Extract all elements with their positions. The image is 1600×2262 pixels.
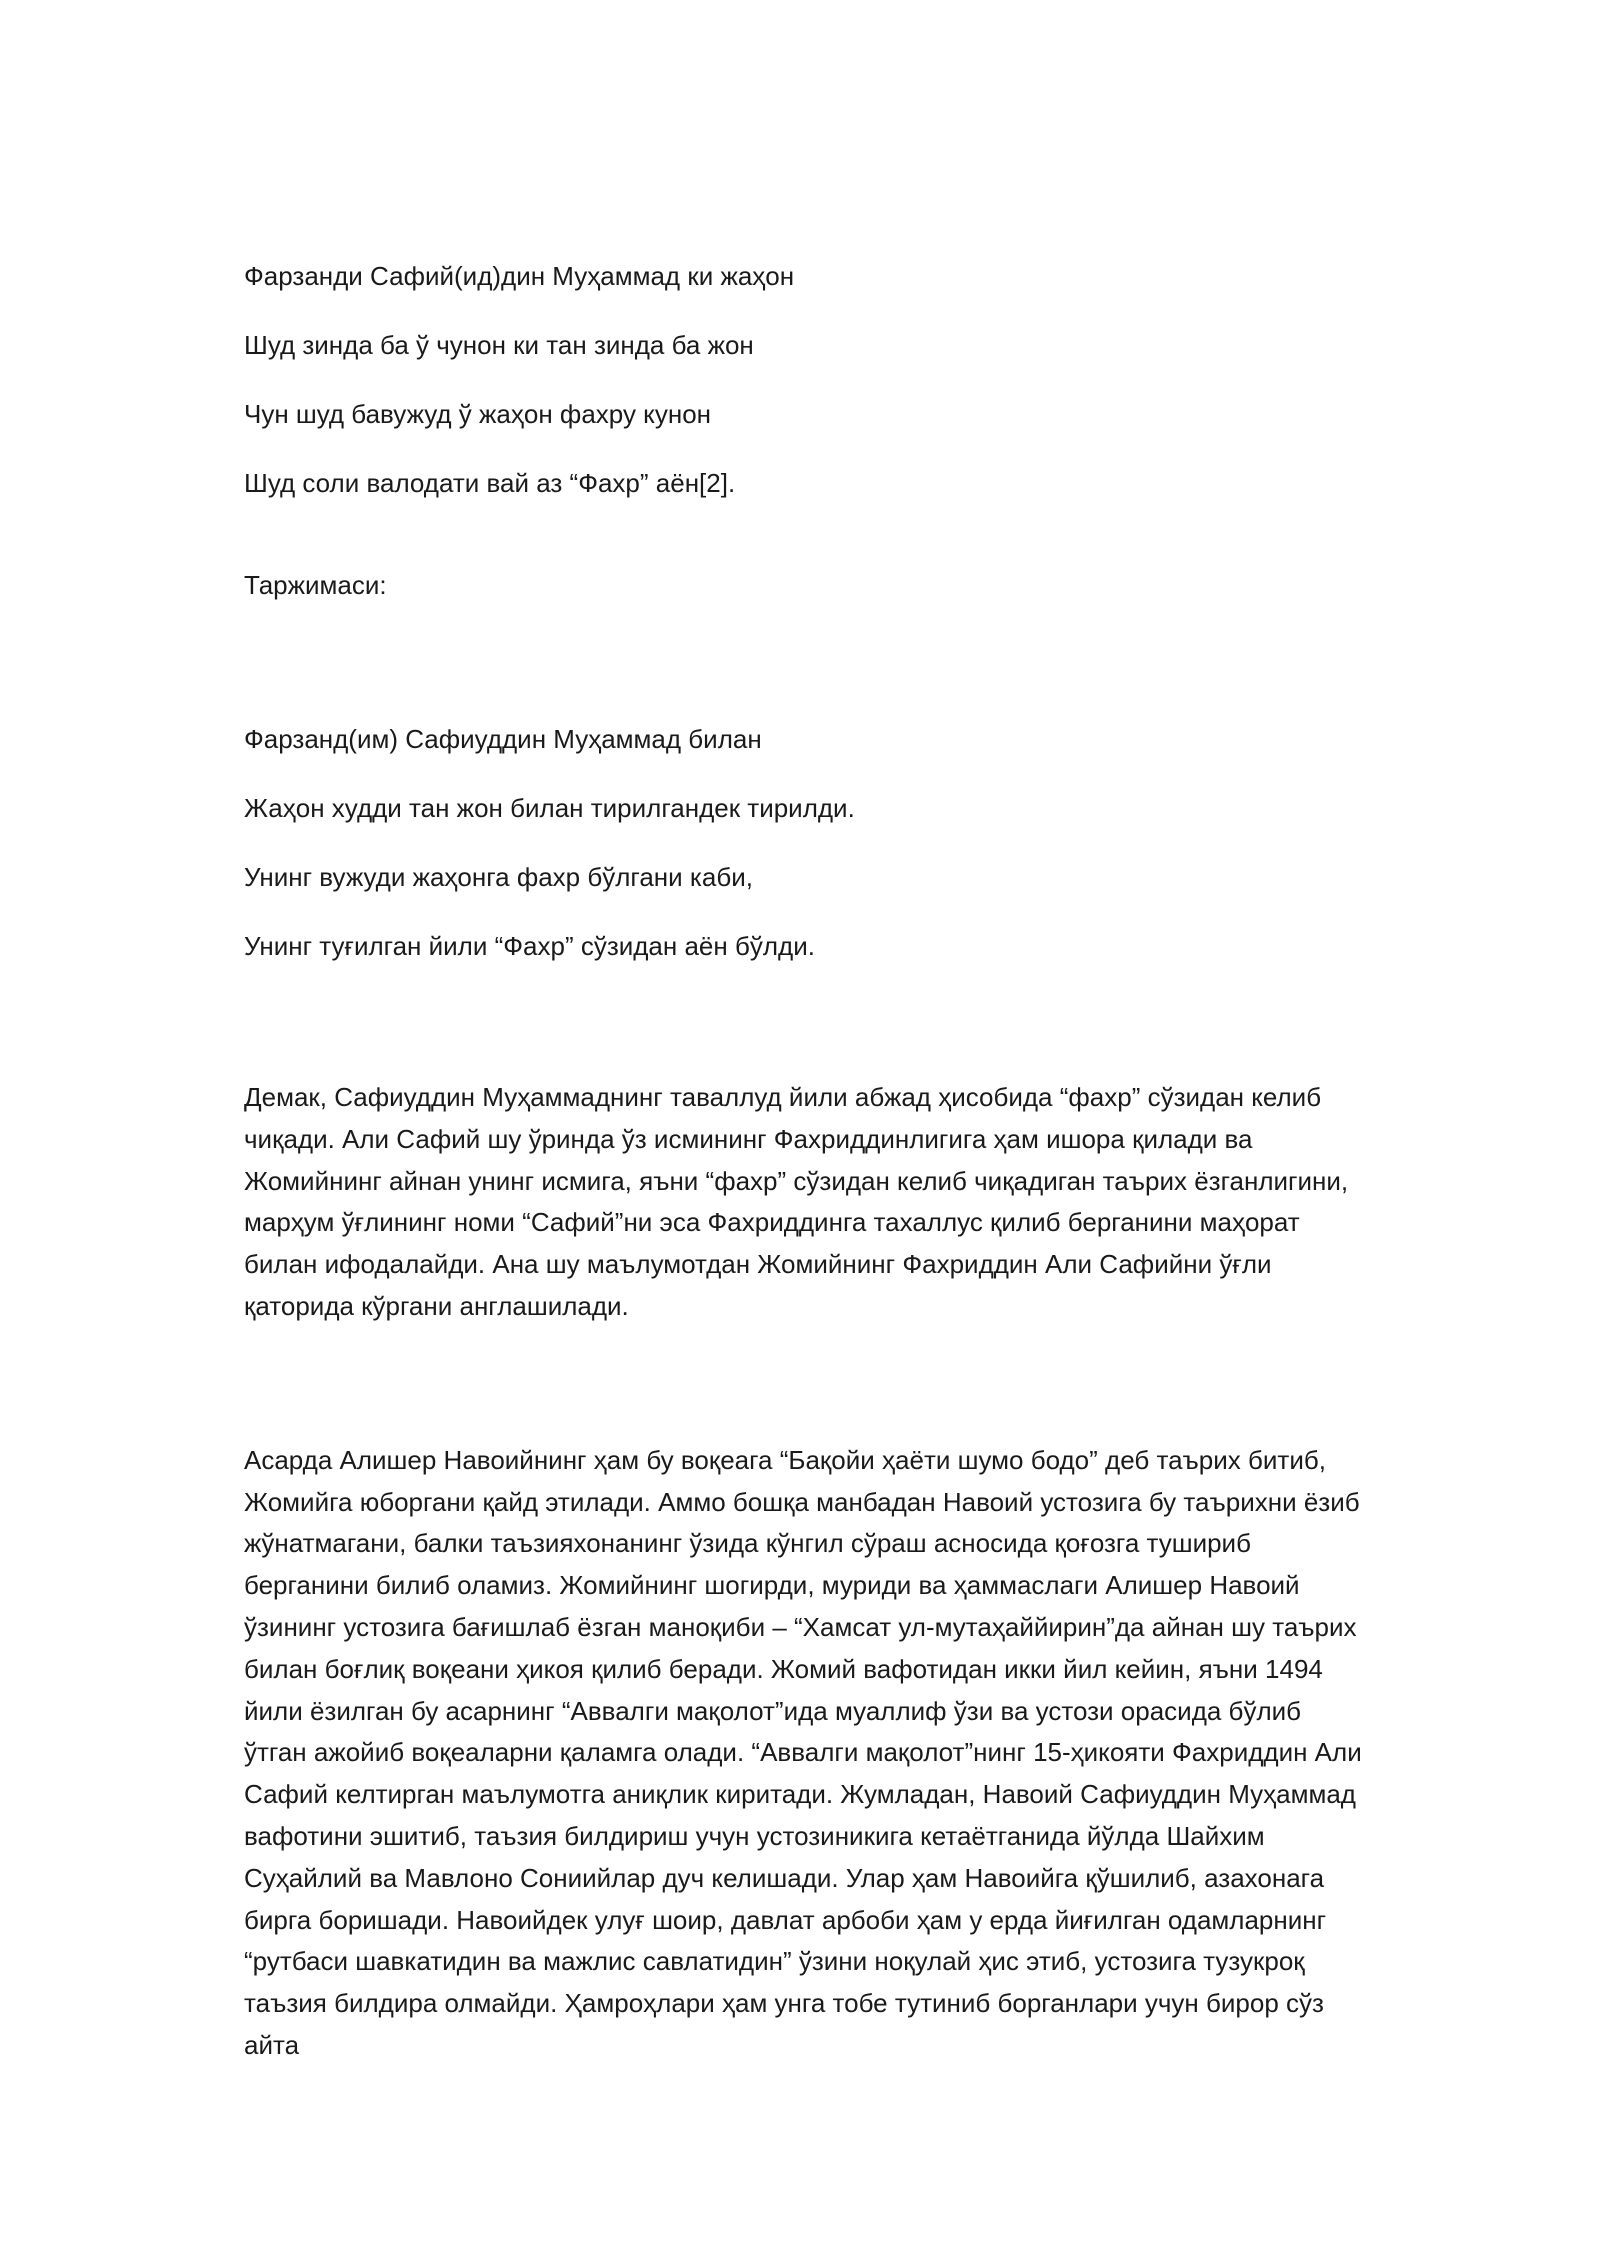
- paragraph-block: [244, 1440, 1364, 2067]
- body-paragraph: Асарда Алишер Навоийнинг ҳам бу воқеага “Бақойи ҳаёти шумо бодо” деб таърих битиб, Жомийга юборгани қайд этилади. Аммо бошқа манбадан Навоий устозига бу таърихни ёзиб жўнатмагани, балки таъзияхонанинг ўзида кўнгил сўраш асносида қоғозга тушириб берганини билиб оламиз. Жомийнинг шогирди, муриди ва ҳаммаслаги Алишер Навоий ўзининг устозига бағишлаб ёзган маноқиби – “Хамсат ул-мутаҳаййирин”да айнан шу таърих билан боғлиқ воқеани ҳикоя қилиб беради. Жомий вафотидан икки йил кейин, яъни 1494 йили ёзилган бу асарнинг “Аввалги мақолот”ида муаллиф ўзи ва устози орасида бўлиб ўтган ажойиб воқеаларни қаламга олади. “Аввалги мақолот”нинг 15-ҳикояти Фахриддин Али Сафий келтирган маълумотга аниқлик киритади. Жумладан, Навоий Сафиуддин Муҳаммад вафотини эшитиб, таъзия билдириш учун устозиникига кетаётганида йўлда Шайхим Суҳайлий ва Мавлоно Сониийлар дуч келишади. Улар ҳам Навоийга қўшилиб, азахонага бирга боришади. Навоийдек улуғ шоир, давлат арбоби ҳам у ерда йиғилган одамларнинг “рутбаси шавкатидин ва мажлис савлатидин” ўзини ноқулай ҳис этиб, устозига тузукроқ таъзия билдира олмайди. Ҳамроҳлари ҳам унга тобе тутиниб борганлари учун бирор сўз айта: [244, 1444, 1362, 2060]
- translation-verse: [244, 721, 1364, 964]
- original-verse: [244, 258, 1364, 501]
- document-body: [244, 258, 1364, 2067]
- verse-line: Фарзанд(им) Сафиуддин Муҳаммад билан: [244, 724, 762, 754]
- translation-heading-block: [244, 567, 1364, 603]
- verse-line: Фарзанди Сафий(ид)дин Муҳаммад ки жаҳон: [244, 261, 795, 291]
- verse-line: Унинг вужуди жаҳонга фахр бўлгани каби,: [244, 862, 753, 892]
- verse-line: Шуд зинда ба ў чунон ки тан зинда ба жон: [244, 330, 754, 360]
- verse-line: Чун шуд бавужуд ў жаҳон фахру кунон: [244, 399, 712, 429]
- verse-line: Шуд соли валодати вай аз “Фахр” аён[2].: [244, 468, 736, 498]
- body-paragraph: Демак, Сафиуддин Муҳаммаднинг таваллуд йили абжад ҳисобида “фахр” сўзидан келиб чиқади. Али Сафий шу ўринда ўз исмининг Фахриддинлигига ҳам ишора қилади ва Жомийнинг айнан унинг исмига, яъни “фахр” сўзидан келиб чиқадиган таърих ёзганлигини, марҳум ўғлининг номи “Сафий”ни эса Фахриддинга тахаллус қилиб берганини маҳорат билан ифодалайди. Ана шу маълумотдан Жомийнинг Фахриддин Али Сафийни ўғли қаторида кўргани англашилади.: [244, 1082, 1349, 1321]
- paragraph-block: [244, 1077, 1364, 1328]
- verse-line: Унинг туғилган йили “Фахр” сўзидан аён бўлди.: [244, 931, 815, 961]
- translation-heading: Таржимаси:: [244, 570, 387, 600]
- verse-line: Жаҳон худди тан жон билан тирилгандек тирилди.: [244, 793, 855, 823]
